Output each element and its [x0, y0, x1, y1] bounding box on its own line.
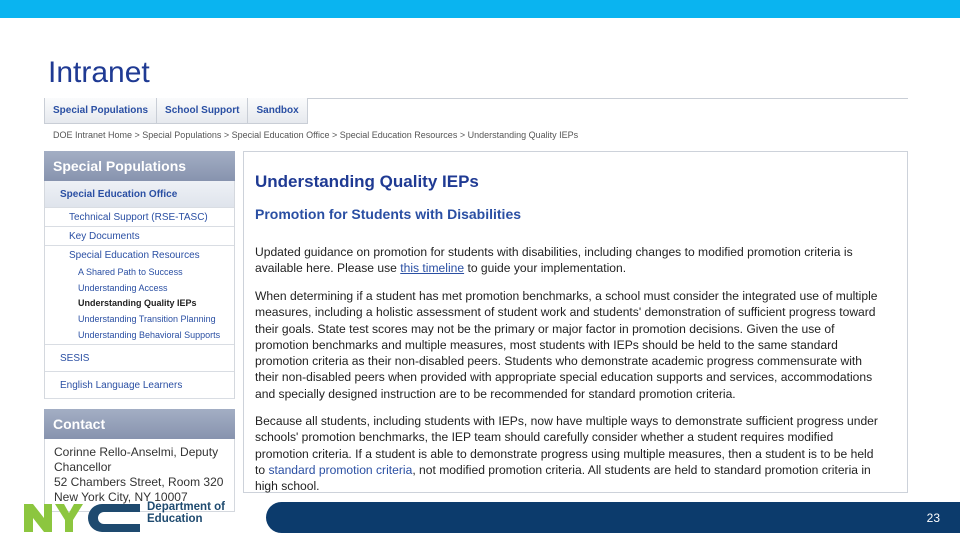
sidebar-item-ell[interactable]: English Language Learners: [45, 372, 234, 399]
top-tabs: [44, 98, 307, 124]
sidebar-item-key-documents[interactable]: Key Documents: [45, 227, 234, 246]
section-heading: Promotion for Students with Disabilities: [255, 206, 522, 222]
page-number: 23: [926, 511, 940, 525]
tab-school-support[interactable]: School Support: [156, 98, 248, 124]
footer-bar: [266, 502, 960, 533]
sidebar-header[interactable]: Special Populations: [44, 151, 235, 181]
nyc-logo-mark: [24, 504, 140, 532]
sidebar-item-technical-support[interactable]: Technical Support (RSE-TASC): [45, 208, 234, 227]
paragraph-text: , not modified promotion criteria. All students are held to standard promotion criteria in high school.: [255, 462, 871, 494]
paragraph-text: to guide your implementation.: [464, 261, 627, 276]
contact-header: Contact: [44, 409, 235, 439]
contact-line: New York City, NY 10007: [54, 490, 188, 504]
top-accent-bar: [0, 0, 960, 18]
timeline-link[interactable]: this timeline: [400, 261, 465, 276]
paragraph-modified-criteria: [255, 413, 885, 494]
breadcrumb[interactable]: DOE Intranet Home > Special Populations > Special Education Office > Special Education Resources > Understanding Quality IEPs: [53, 130, 579, 140]
sidebar-item-special-education-office[interactable]: Special Education Office: [45, 181, 234, 208]
sidebar-subitem-transition-planning[interactable]: Understanding Transition Planning: [78, 313, 216, 324]
logo-text: [147, 501, 225, 525]
slide-title: Intranet: [48, 56, 150, 89]
sidebar-list: [44, 181, 235, 399]
sidebar: [44, 151, 235, 504]
logo-line: Education: [147, 513, 203, 525]
sidebar-subitem-quality-ieps[interactable]: Understanding Quality IEPs: [78, 298, 197, 308]
tab-special-populations[interactable]: Special Populations: [44, 98, 157, 124]
sidebar-item-sesis[interactable]: SESIS: [45, 345, 234, 372]
contact-line: Chancellor: [54, 460, 112, 474]
sidebar-subitem-shared-path[interactable]: A Shared Path to Success: [78, 267, 183, 277]
page-title: Understanding Quality IEPs: [255, 172, 479, 191]
main-content: [243, 151, 908, 493]
standard-promotion-criteria-link[interactable]: standard promotion criteria: [268, 462, 413, 477]
sidebar-subitem-understanding-access[interactable]: Understanding Access: [78, 282, 168, 293]
paragraph-text: Updated guidance on promotion for students with disabilities, including changes to modified promotion criteria is available here. Please use: [255, 245, 853, 276]
paragraph-benchmarks: When determining if a student has met promotion benchmarks, a school must consider the integrated use of multiple measures, including a holistic assessment of student work and students' demonstration of sufficient progress toward their goals. State test scores may not be the primary or major factor in promotion decisions. Given the use of promotion benchmarks and multiple measures, most students with IEPs should be held to the same standard promotion criteria as their non-disabled peers. Students who demonstrate academic progress commensurate with their non-disabled peers when provided with appropriate special education supports and services, accommodations and specially designed instruction are to be recommended for standard promotion criteria.: [255, 289, 878, 401]
sidebar-subitem-behavioral-supports[interactable]: Understanding Behavioral Supports: [45, 327, 234, 345]
logo-line: Department of: [147, 501, 225, 513]
paragraph-text: Because all students, including students with IEPs, now have multiple ways to demonstrate sufficient progress under schools' promotion benchmarks, the IEP team should carefully consider whether a student requires modified promotion criteria. If a student is able to demonstrate progress using multiple measures, then a student is to be held to: [255, 414, 878, 477]
paragraph-guidance: [255, 244, 885, 277]
tab-sandbox[interactable]: Sandbox: [247, 98, 307, 124]
sidebar-item-special-education-resources[interactable]: Special Education Resources: [69, 250, 200, 261]
contact-line: 52 Chambers Street, Room 320: [54, 475, 224, 489]
intranet-screenshot: [44, 95, 908, 504]
contact-line: Corinne Rello-Anselmi, Deputy: [54, 445, 219, 459]
